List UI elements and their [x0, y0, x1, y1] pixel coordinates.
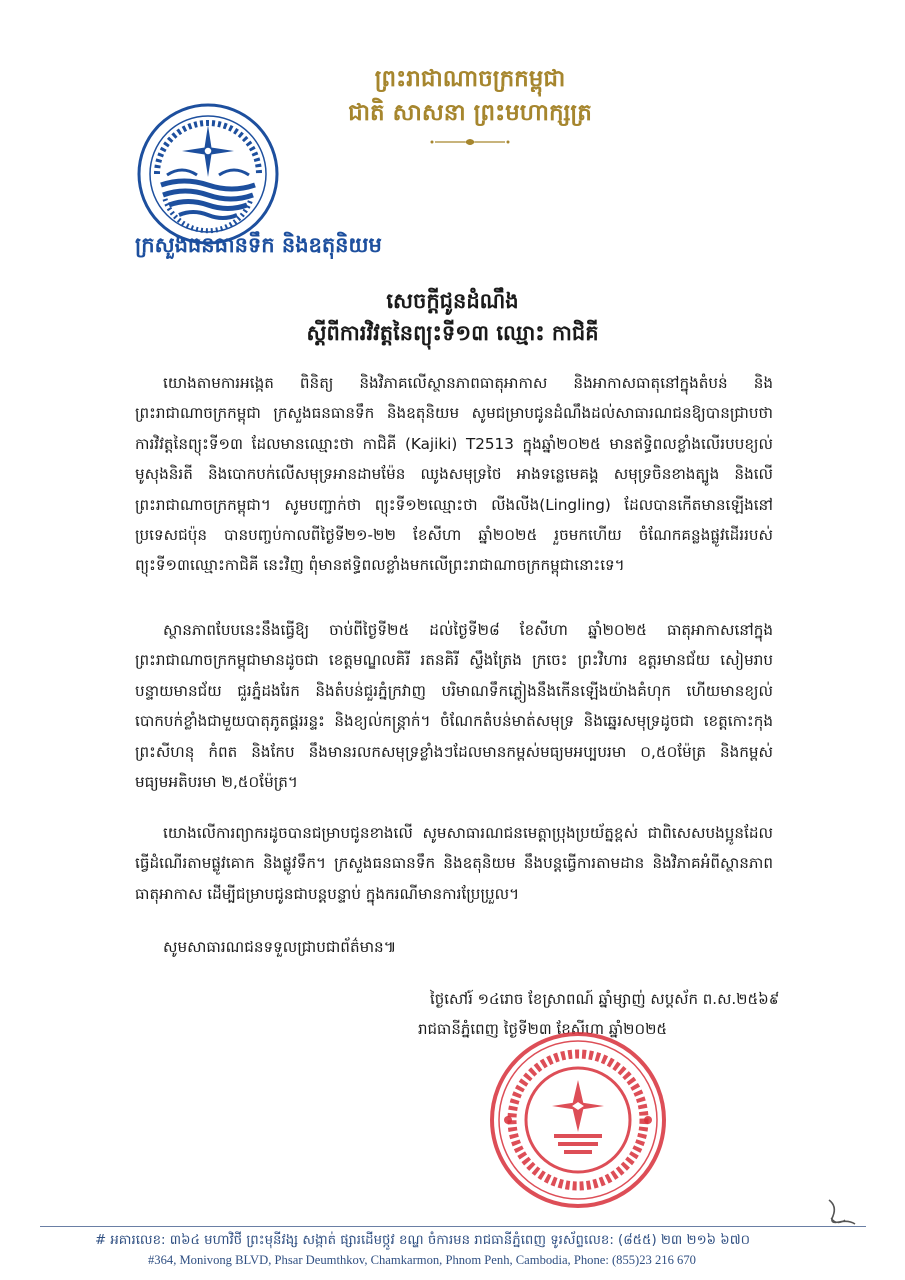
- ministry-logo-icon: [137, 103, 279, 245]
- solar-date: រាជធានីភ្នំពេញ ថ្ងៃទី២៣ ខែសីហា ឆ្នាំ២០២៥: [418, 1020, 668, 1038]
- paragraph-2: ស្ថានភាពបែបនេះនឹងធ្វើឱ្យ ចាប់ពីថ្ងៃទី២៥ ដល់ថ្ងៃទី២៨ ខែសីហា ឆ្នាំ២០២៥ ធាតុអាកាសនៅក្នុងព្រះរាជាណាចក្រកម្ពុជាមានដូចជា ខេត្តមណ្ឌលគិរី រតនគិរី ស្ទឹងត្រែង ក្រចេះ ព្រះវិហារ ឧត្តរមានជ័យ សៀមរាប បន្ទាយមានជ័យ ជួរភ្នំដងរែក និងតំបន់ជួរភ្នំក្រវាញ បរិមាណទឹកភ្លៀងនឹងកើនឡើងយ៉ាងគំហុក ហើយមានខ្យល់បោកបក់ខ្លាំងជាមួយបាតុភូតផ្គររន្ទះ និងខ្យល់កន្ត្រាក់។ ចំណែកតំបន់មាត់សមុទ្រ និងឆ្នេរសមុទ្រដូចជា ខេត្តកោះកុង ព្រះសីហនុ កំពត និងកែប នឹងមានរលកសមុទ្រខ្លាំងៗដែលមានកម្ពស់មធ្យមអប្បបរមា ០,៥០ម៉ែត្រ និងកម្ពស់មធ្យមអតិបរមា ២,៥០ម៉ែត្រ។: [135, 621, 773, 792]
- notice-title: សេចក្តីជូនដំណឹង: [386, 288, 519, 313]
- kingdom-line-1: ព្រះរាជាណាចក្រកម្ពុជា: [374, 65, 566, 92]
- official-stamp-icon: [488, 1030, 668, 1210]
- footer-divider: [40, 1226, 866, 1227]
- kingdom-line-2: ជាតិ សាសនា ព្រះមហាក្សត្រ: [348, 99, 592, 126]
- ministry-name: ក្រសួងធនធានទឹក និងឧតុនិយម: [135, 232, 382, 257]
- handwritten-initial-icon: [815, 1196, 859, 1230]
- ornament-divider-icon: [300, 134, 640, 150]
- notice-subtitle: ស្តីពីការវិវត្តនៃព្យុះទី១៣ ឈ្មោះ កាជិគី: [306, 320, 599, 345]
- footer-address-khmer: # អគារលេខ: ៣៦៤ មហាវិថី ព្រះមុនីវង្ស សង្កាត់ ផ្សារដើមថ្កូវ ខណ្ឌ ចំការមន រាជធានីភ្នំពេញ ទូរស័ព្ទលេខ: (៨៥៥) ២៣ ២១៦ ៦៧០: [95, 1233, 751, 1248]
- paragraph-3: យោងលើការព្យាករដូចបានជម្រាបជូនខាងលើ សូមសាធារណជនមេត្តាប្រុងប្រយ័ត្នខ្ពស់ ជាពិសេសបងប្អូនដែលធ្វើដំណើរតាមផ្លូវគោក និងផ្លូវទឹក។ ក្រសួងធនធានទឹក និងឧតុនិយម នឹងបន្តធ្វើការតាមដាន និងវិភាគអំពីស្ថានភាពធាតុអាកាស ដើម្បីជម្រាបជូនជាបន្តបន្ទាប់ ក្នុងករណីមានការប្រែប្រួល។: [135, 824, 773, 903]
- kingdom-heading: [300, 62, 640, 154]
- paragraph-4: សូមសាធារណជនទទួលជ្រាបជាព័ត៌មាន៕: [163, 938, 397, 956]
- lunar-date: ថ្ងៃសៅរ៍ ១៤រោច ខែស្រាពណ៍ ឆ្នាំម្សាញ់ សប្តស័ក ព.ស.២៥៦៩: [430, 990, 780, 1008]
- paragraph-1: យោងតាមការអង្កេត ពិនិត្យ និងវិភាគលើស្ថានភាពធាតុអាកាស និងអាកាសធាតុនៅក្នុងតំបន់ និងព្រះរាជាណាចក្រកម្ពុជា ក្រសួងធនធានទឹក និងឧតុនិយម សូមជម្រាបជូនដំណឹងដល់សាធារណជនឱ្យបានជ្រាបថា ការវិវត្តនៃព្យុះទី១៣ ដែលមានឈ្មោះថា កាជិគី (Kajiki) T2513 ក្នុងឆ្នាំ២០២៥ មានឥទ្ធិពលខ្លាំងលើរបបខ្យល់មូសុងនិរតី និងបោកបក់លើសមុទ្រអានដាមម៉ែន ឈូងសមុទ្រថៃ អាងទន្លេមេគង្គ សមុទ្រចិនខាងត្បូង និងលើព្រះរាជាណាចក្រកម្ពុជា។ សូមបញ្ជាក់ថា ព្យុះទី១២ឈ្មោះថា លីងលីង(Lingling) ដែលបានកើតមានឡើងនៅប្រទេសជប៉ុន បានបញ្ចប់កាលពីថ្ងៃទី២១-២២ ខែសីហា ឆ្នាំ២០២៥ រួចមកហើយ ចំណែកគន្លងផ្លូវដើររបស់ព្យុះទី១៣ឈ្មោះកាជិគី នេះវិញ ពុំមានឥទ្ធិពលខ្លាំងមកលើព្រះរាជាណាចក្រកម្ពុជានោះទេ។: [135, 374, 773, 575]
- footer-address-english: #364, Monivong BLVD, Phsar Deumthkov, Chamkarmon, Phnom Penh, Cambodia, Phone: (855)23 216 670: [148, 1253, 696, 1267]
